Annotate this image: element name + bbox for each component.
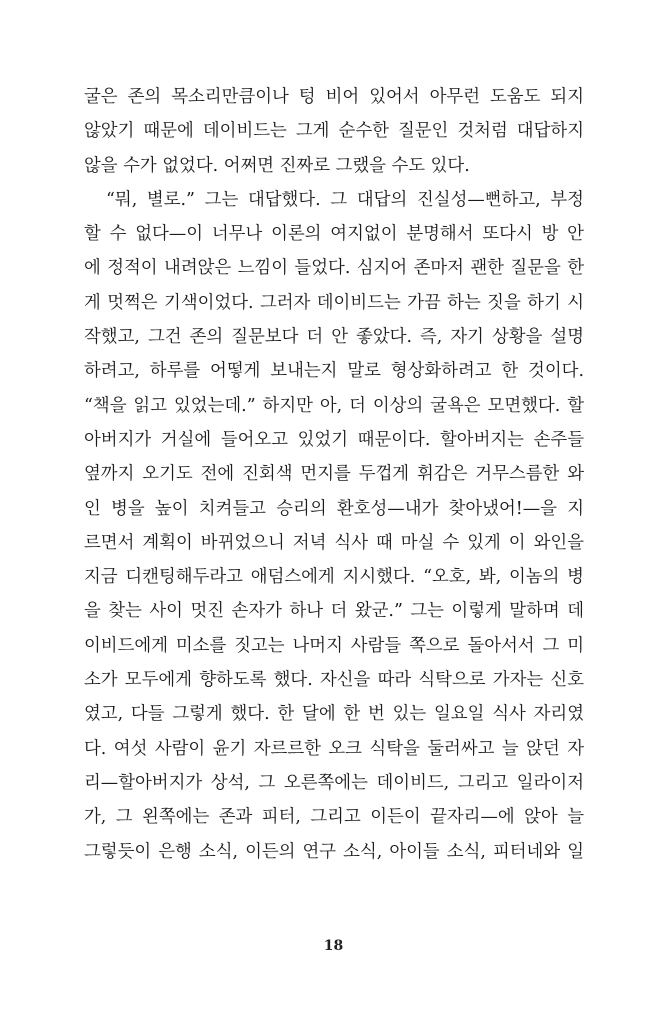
text-line: 않았기 때문에 데이비드는 그게 순수한 질문인 것처럼 대답하지 xyxy=(84,121,584,142)
text-line: 소가 모두에게 향하도록 했다. 자신을 따라 식탁으로 가자는 신호 xyxy=(84,670,584,691)
text-line: 인 병을 높이 치켜들고 승리의 환호성—내가 찾아냈어!—을 지 xyxy=(84,498,584,519)
page-number: 18 xyxy=(323,938,344,954)
text-line: 않을 수가 없었다. 어쩌면 진짜로 그랬을 수도 있다. xyxy=(84,155,470,176)
text-line: 아버지가 거실에 들어오고 있었기 때문이다. 할아버지는 손주들 xyxy=(84,429,584,450)
text-line: 옆까지 오기도 전에 진회색 먼지를 두껍게 휘감은 거무스름한 와 xyxy=(84,464,584,485)
text-line: 르면서 계획이 바뀌었으니 저녁 식사 때 마실 수 있게 이 와인을 xyxy=(84,532,584,553)
text-line: 이비드에게 미소를 짓고는 나머지 사람들 쪽으로 돌아서서 그 미 xyxy=(84,635,584,656)
text-line: 리—할아버지가 상석, 그 오른쪽에는 데이비드, 그리고 일라이저 xyxy=(84,772,584,793)
text-line: 을 찾는 사이 멋진 손자가 하나 더 왔군.” 그는 이렇게 말하며 데 xyxy=(84,601,584,622)
text-line: “뭐, 별로.” 그는 대답했다. 그 대답의 진실성—뻔하고, 부정 xyxy=(106,189,584,210)
text-line: 게 멋쩍은 기색이었다. 그러자 데이비드는 가끔 하는 짓을 하기 시 xyxy=(84,292,584,313)
text-line: 굴은 존의 목소리만큼이나 텅 비어 있어서 아무런 도움도 되지 xyxy=(84,87,584,107)
text-line: 다. 여섯 사람이 윤기 자르르한 오크 식탁을 둘러싸고 늘 앉던 자 xyxy=(84,738,584,759)
text-line: 하려고, 하루를 어떻게 보내는지 말로 형상화하려고 한 것이다. xyxy=(84,361,584,382)
text-line: 작했고, 그건 존의 질문보다 더 안 좋았다. 즉, 자기 상황을 설명 xyxy=(84,327,584,348)
text-line: “책을 읽고 있었는데.” 하지만 아, 더 이상의 굴욕은 모면했다. 할 xyxy=(84,395,584,416)
text-line: 였고, 다들 그렇게 했다. 한 달에 한 번 있는 일요일 식사 자리였 xyxy=(84,704,584,725)
text-line: 할 수 없다—이 너무나 이론의 여지없이 분명해서 또다시 방 안 xyxy=(84,224,584,245)
text-line: 가, 그 왼쪽에는 존과 피터, 그리고 이든이 끝자리—에 앉아 늘 xyxy=(84,807,584,828)
body-text xyxy=(84,80,584,869)
text-line: 에 정적이 내려앉은 느낌이 들었다. 심지어 존마저 괜한 질문을 한 xyxy=(84,258,584,279)
text-line: 그렇듯이 은행 소식, 이든의 연구 소식, 아이들 소식, 피터네와 일 xyxy=(84,841,584,862)
text-line: 지금 디캔팅해두라고 애덤스에게 지시했다. “오호, 봐, 이놈의 병 xyxy=(84,567,584,588)
